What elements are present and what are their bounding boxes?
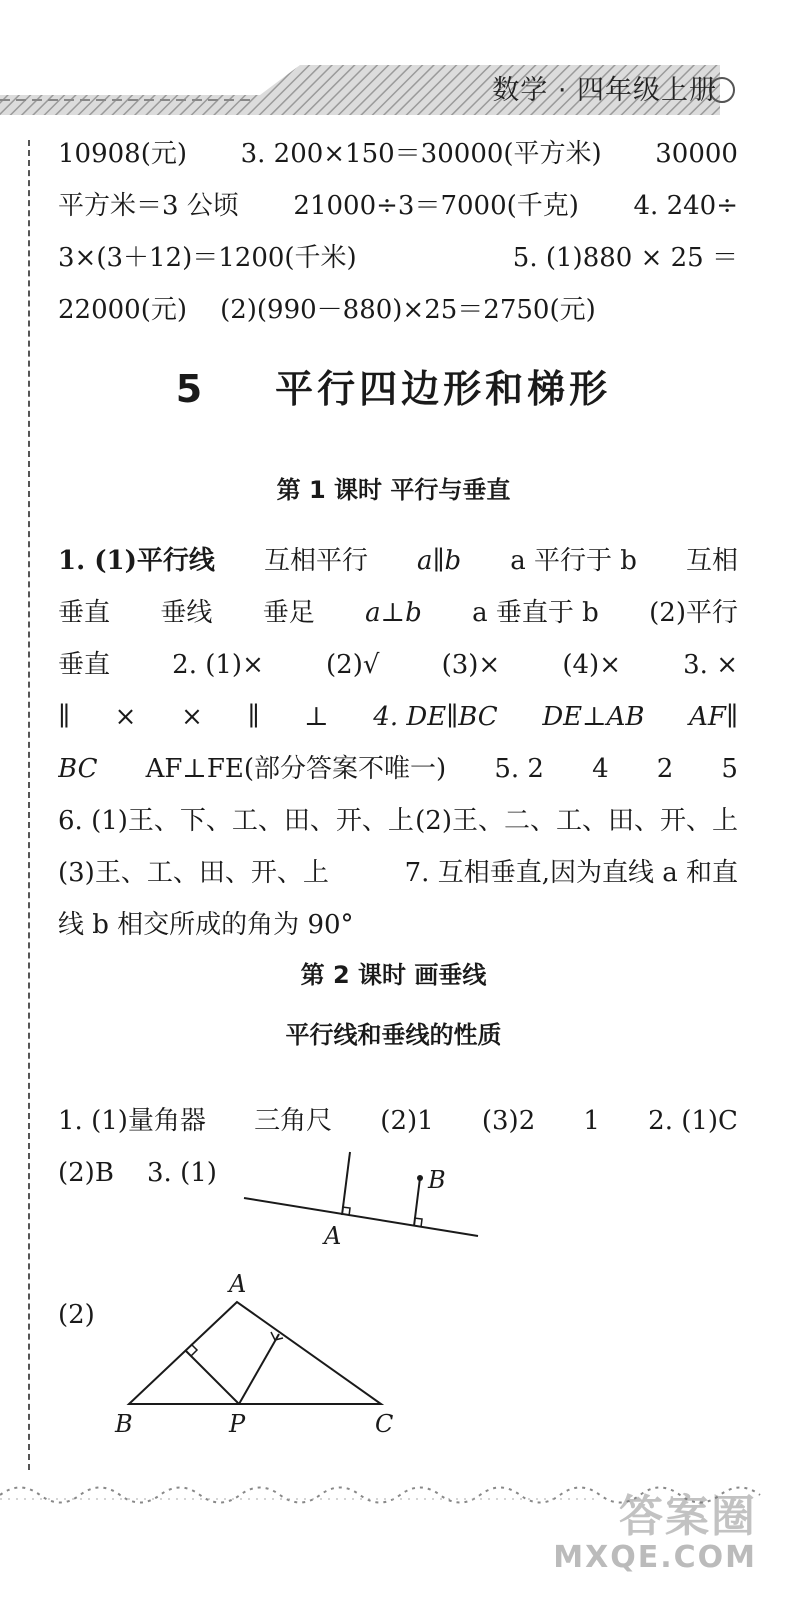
perpendicular-to-ab [185,1350,239,1404]
answer-line [58,899,738,951]
lesson-2-title: 第 2 课时 画垂线 [300,961,487,989]
answer-segment: BC [58,754,98,784]
lesson-2-subtitle: 平行线和垂线的性质 [285,1021,502,1049]
answer-segment: × [181,702,203,732]
lesson-1-answers [58,535,738,951]
answer-segment: 2. (1)C [648,1106,738,1136]
answer-segment: 三角尺 [254,1106,333,1136]
answer-segment: 6. (1)王、下、工、田、开、上 [58,806,414,836]
perpendicular-to-ac [239,1334,279,1404]
answer-segment: 3. 200×150＝30000(平方米) [240,139,602,169]
answer-segment: ⊥ [304,702,329,732]
answer-segment: 4. 240÷ [633,191,738,221]
answer-segment: a 垂直于 b [472,598,599,628]
answer-segment: 4 [592,754,609,784]
answer-segment: 7. 互相垂直,因为直线 a 和直 [404,858,738,888]
answer-segment: 10908(元) [58,139,187,169]
answer-segment: 4. DE∥BC [373,702,498,732]
answer-line [58,232,738,284]
answer-segment: 5. (1)880 × 25 ＝ [512,243,738,273]
chapter-heading [0,358,787,413]
answer-segment: 3. (1) [147,1158,217,1188]
answer-segment: ∥ [58,702,71,732]
answer-segment: 互相平行 [263,546,368,576]
chapter-number: 5 [175,367,207,411]
answer-segment: 平方米＝3 公顷 [58,191,239,221]
right-angle-mark [191,1344,197,1356]
answer-segment: (3)2 [481,1106,536,1136]
answer-segment: 线 b 相交所成的角为 90° [58,910,354,940]
answer-segment: (3)× [441,650,501,680]
label-a: A [229,1270,247,1298]
part-label: (2) [58,1300,95,1330]
answer-segment: (2)1 [380,1106,434,1136]
answer-line [58,795,738,847]
answer-segment: (2)√ [326,650,380,680]
answer-segment: a 平行于 b [510,546,637,576]
figure-triangle [105,1270,425,1460]
answer-segment: AF⊥FE(部分答案不唯一) [145,754,447,784]
margin-rule [28,140,30,1470]
label-c: C [375,1410,394,1438]
answer-line [58,847,738,899]
header-banner-graphic [0,0,787,130]
answer-line [58,691,738,743]
answer-segment: 2 [656,754,674,784]
answer-segment: 垂直 [58,650,111,680]
label-b: B [428,1166,446,1194]
answer-line [58,535,738,587]
label-b: B [115,1410,133,1438]
answer-line [58,743,738,795]
answer-segment: (2)王、二、工、田、开、上 [415,806,738,836]
answer-segment: 2. (1)× [172,650,264,680]
answer-segment: AF∥ [689,702,738,732]
triangle-abc [129,1302,381,1404]
answer-segment: 互相 [685,546,738,576]
answer-line [58,1095,738,1147]
base-line [244,1198,478,1236]
answer-segment: (2)平行 [649,598,738,628]
answer-segment: 1. (1)量角器 [58,1106,206,1136]
answer-segment: 垂直 [58,598,111,628]
answer-segment: 3×(3＋12)＝1200(千米) [58,243,357,273]
answer-line [58,639,738,691]
answer-segment: 5. 2 [494,754,544,784]
answer-segment: 垂足 [262,598,315,628]
answer-segment: 22000(元) [58,295,187,325]
label-p: P [229,1410,246,1438]
perpendicular-a [342,1152,350,1215]
watermark-url: MXQE.COM [553,1540,757,1575]
answer-segment: (2)B [58,1158,114,1188]
answer-segment: 3. × [683,650,738,680]
label-a: A [324,1222,342,1250]
header-title: 数学 · 四年级上册 [492,75,717,106]
answer-line [58,284,738,336]
answer-line [58,128,738,180]
figure-perpendiculars [230,1150,490,1260]
answer-segment: 30000 [655,139,738,169]
answer-segment: a⊥b [365,598,422,628]
answer-segment: (2)(990－880)×25＝2750(元) [220,295,596,325]
chapter-title: 平行四边形和梯形 [275,367,612,411]
answer-line [58,180,738,232]
lesson-1-title: 第 1 课时 平行与垂直 [276,476,511,504]
answer-segment: 21000÷3＝7000(千克) [293,191,579,221]
answer-segment: 1 [583,1106,600,1136]
answer-segment: ∥ [247,702,260,732]
answer-segment: 1. (1)平行线 [58,546,215,576]
answer-line [58,587,738,639]
answer-segment: × [114,702,137,732]
page-header [0,0,787,130]
answer-segment: (3)王、工、田、开、上 [58,858,329,888]
answer-segment: (4)× [562,650,621,680]
answer-segment: DE⊥AB [542,702,645,732]
answer-segment: 垂线 [160,598,213,628]
watermark-logo: 答案圈 [619,1491,757,1542]
prev-answers [58,128,738,336]
answer-segment: a∥b [417,546,462,576]
point-b [417,1175,423,1181]
answer-segment: 5 [721,754,738,784]
